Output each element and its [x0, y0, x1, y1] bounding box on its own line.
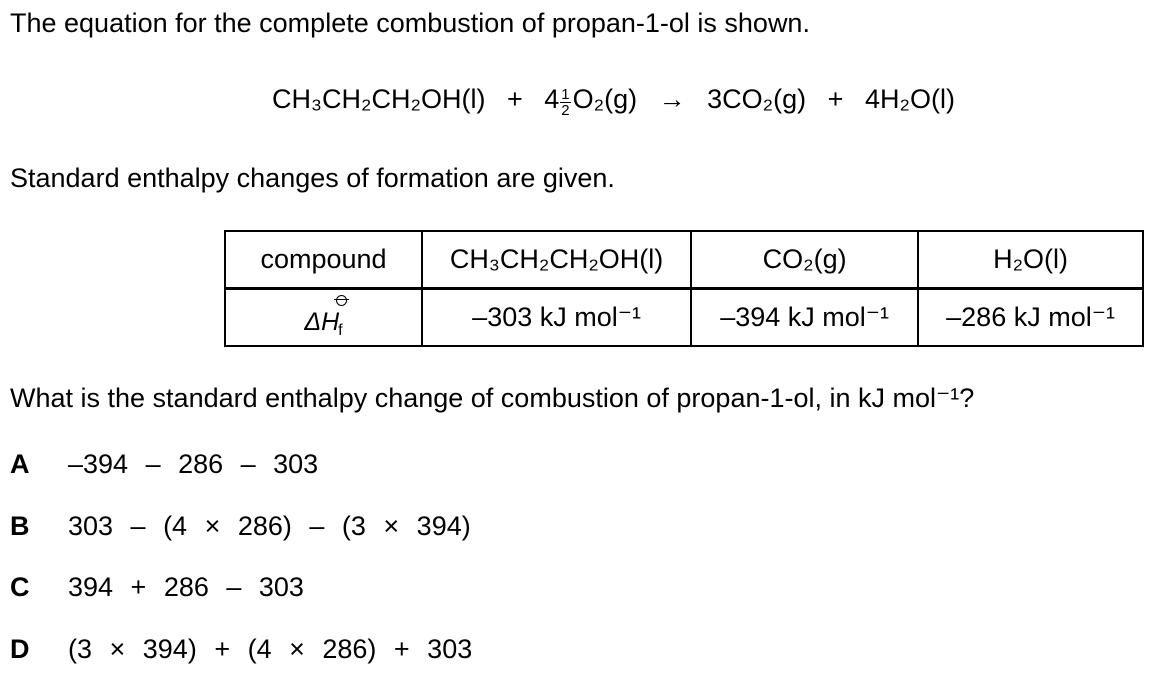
equation-reactant-propanol: CH₃CH₂CH₂OH(l) [272, 84, 486, 114]
option-a-text[interactable]: –394 – 286 – 303 [68, 449, 319, 479]
table-compound-co2: CO₂(g) [691, 231, 918, 289]
table-value-propanol: –303 kJ mol⁻¹ [422, 289, 691, 347]
option-c-letter[interactable]: C [10, 572, 30, 602]
enthalpy-symbol: ΔH [304, 307, 340, 336]
equation-arrow: → [658, 84, 686, 114]
equation-o2-coefficient: 4 [544, 84, 560, 114]
equation-plus-2: + [827, 84, 844, 114]
question-prompt: What is the standard enthalpy change of combustion of propan-1-ol, in kJ mol⁻¹? [10, 383, 975, 413]
standard-state-icon [336, 295, 347, 306]
equation-o2-fraction [560, 87, 570, 118]
option-c-text[interactable]: 394 + 286 – 303 [68, 572, 304, 602]
table-row-label [225, 289, 422, 347]
option-a-letter[interactable]: A [10, 449, 30, 479]
option-d-letter[interactable]: D [10, 634, 30, 664]
equation-product-co2: 3CO₂(g) [707, 84, 807, 114]
table-header-label: compound [225, 231, 422, 289]
option-b-letter[interactable]: B [10, 511, 30, 541]
table-compound-propanol: CH₃CH₂CH₂OH(l) [422, 231, 691, 289]
fraction-numerator: 1 [561, 86, 570, 103]
option-d-text[interactable]: (3 × 394) + (4 × 286) + 303 [68, 634, 473, 664]
combustion-equation [272, 83, 955, 118]
question-intro: The equation for the complete combustion of propan-1-ol is shown. [10, 8, 810, 38]
option-b-text[interactable]: 303 – (4 × 286) – (3 × 394) [68, 511, 471, 541]
equation-product-h2o: 4H₂O(l) [864, 84, 955, 114]
formation-subscript: f [338, 322, 343, 340]
table-header-row [225, 231, 1143, 289]
enthalpy-heading: Standard enthalpy changes of formation are given. [10, 163, 615, 193]
equation-reactant-oxygen: O₂(g) [572, 84, 638, 114]
enthalpy-table [224, 230, 1144, 347]
equation-plus-1: + [506, 84, 523, 114]
fraction-denominator: 2 [561, 102, 570, 119]
table-value-co2: –394 kJ mol⁻¹ [691, 289, 918, 347]
table-value-row [225, 289, 1143, 347]
table-compound-h2o: H₂O(l) [918, 231, 1143, 289]
table-value-h2o: –286 kJ mol⁻¹ [918, 289, 1143, 347]
